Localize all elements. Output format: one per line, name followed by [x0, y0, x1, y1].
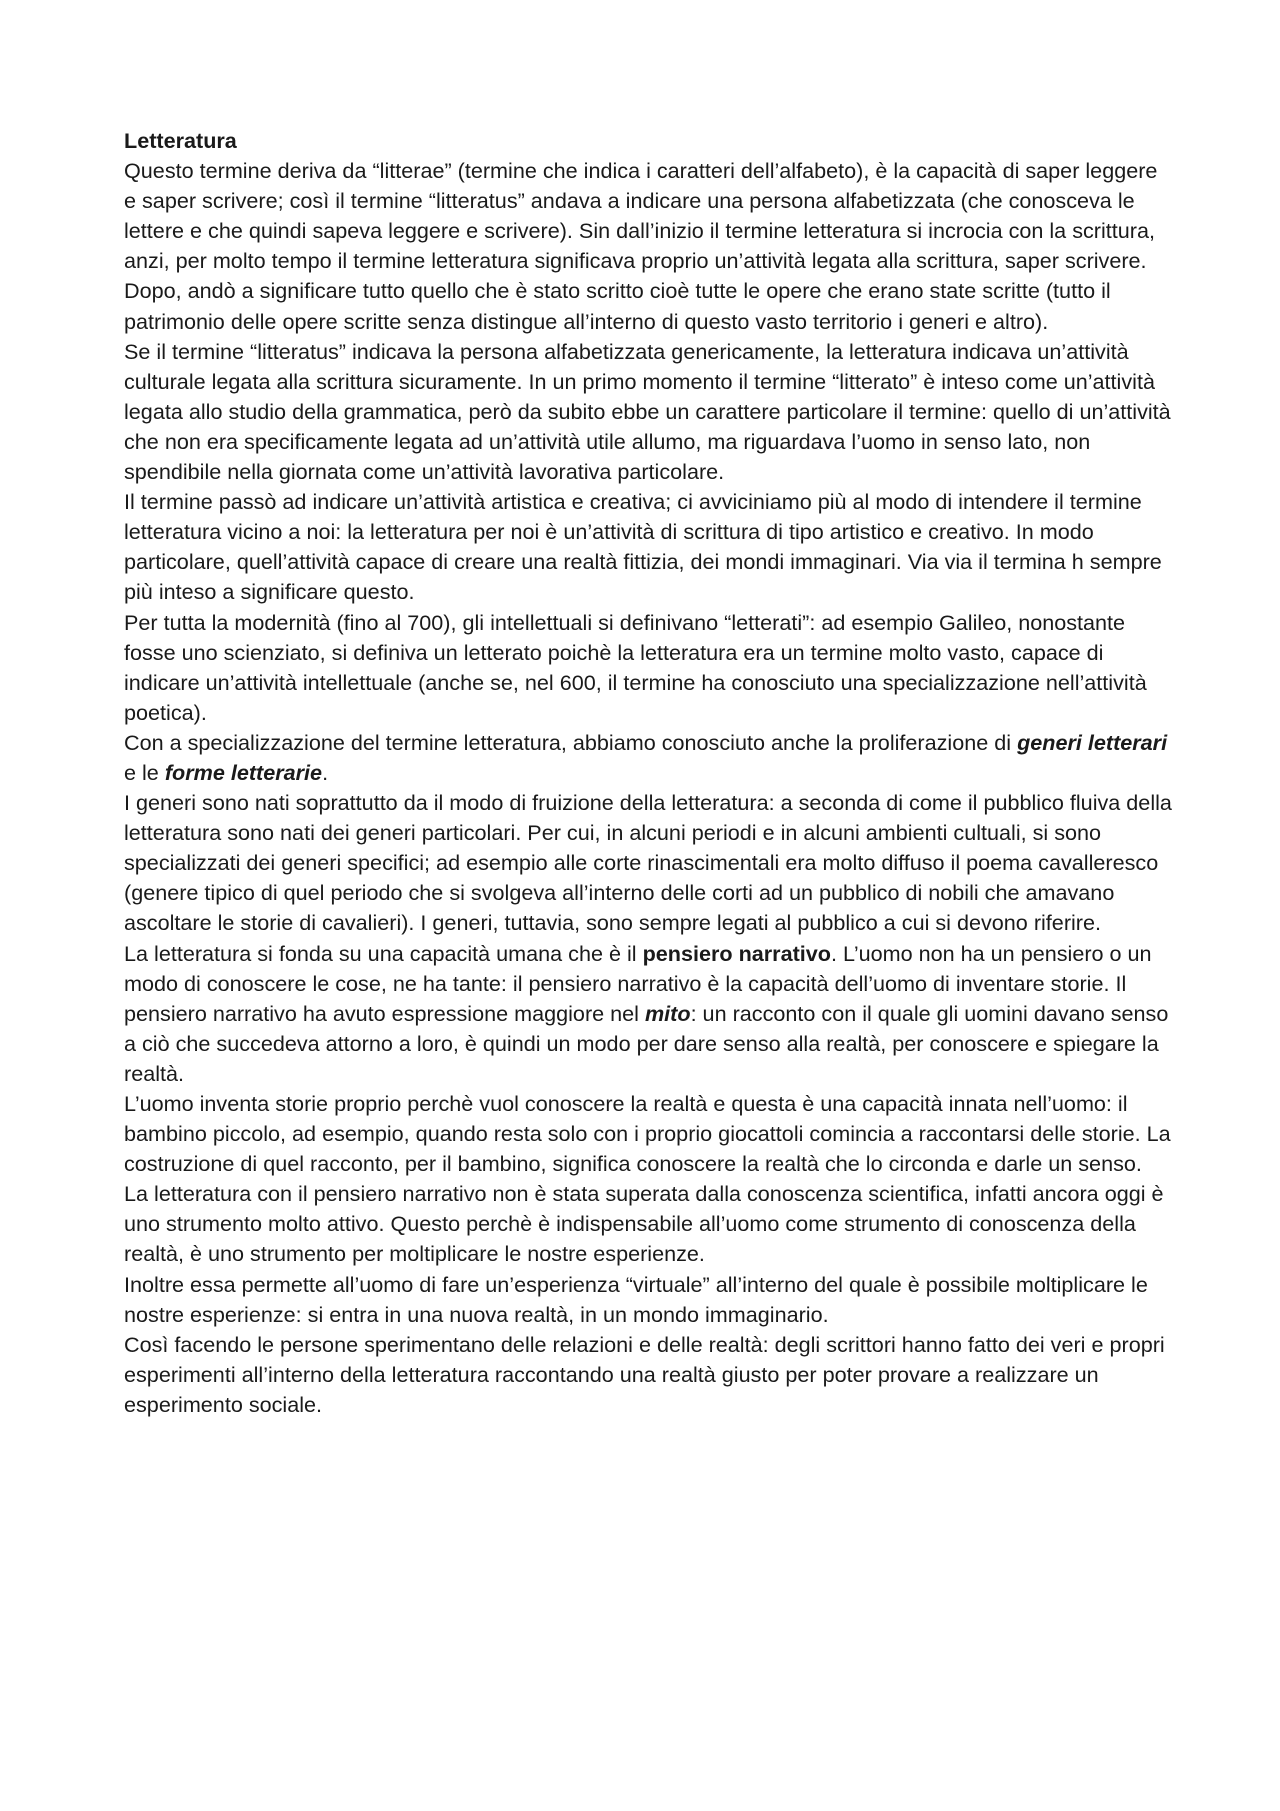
text-run: Con a specializzazione del termine letteratura, abbiamo conosciuto anche la proliferazione di — [124, 729, 1018, 755]
emphasis-pensiero-narrativo: pensiero narrativo — [642, 940, 831, 966]
paragraph: La letteratura con il pensiero narrativo non è stata superata dalla conoscenza scientifica, infatti ancora oggi è uno strumento molto attivo. Questo perchè è indispensabile all’uomo come strumento di conoscenza della realtà, è uno strumento per moltiplicare le nostre esperienze. — [124, 1181, 1164, 1267]
paragraph-genres-intro — [124, 728, 1174, 788]
paragraph: Se il termine “litteratus” indicava la persona alfabetizzata genericamente, la letteratura indicava un’attività culturale legata alla scrittura sicuramente. In un primo momento il termine “litterato” è inteso come un’attività legata allo studio della grammatica, però da subito ebbe un carattere particolare il termine: quello di un’attività che non era specificamente legata ad un’attività utile allumo, ma riguardava l’uomo in senso lato, non spendibile nella giornata come un’attività lavorativa particolare. — [124, 338, 1171, 485]
paragraph: I generi sono nati soprattutto da il modo di fruizione della letteratura: a seconda di come il pubblico fluiva della letteratura sono nati dei generi particolari. Per cui, in alcuni periodi e in alcuni ambienti cultuali, si sono specializzati dei generi specifici; ad esempio alle corte rinascimentali era molto diffuso il poema cavalleresco (genere tipico di quel periodo che si svolgeva all’interno delle corti ad un pubblico di nobili che amavano ascoltare le storie di cavalieri). I generi, tuttavia, sono sempre legati al pubblico a cui si devono riferire. — [124, 790, 1172, 936]
paragraph: Il termine passò ad indicare un’attività artistica e creativa; ci avviciniamo più al modo di intendere il termine letteratura vicino a noi: la letteratura per noi è un’attività di scrittura di tipo artistico e creativo. In modo particolare, quell’attività capace di creare una realtà fittizia, dei mondi immaginari. Via via il termina h sempre più inteso a significare questo. — [124, 489, 1162, 605]
emphasis-generi-letterari: generi letterari — [1017, 729, 1168, 755]
paragraph-pensiero-narrativo — [124, 939, 1174, 1089]
text-run: e le — [124, 759, 165, 785]
paragraph: L’uomo inventa storie proprio perchè vuol conoscere la realtà e questa è una capacità innata nell’uomo: il bambino piccolo, ad esempio, quando resta solo con i proprio giocattoli comincia a raccontarsi delle storie. La costruzione di quel racconto, per il bambino, significa conoscere la realtà che lo circonda e darle un senso. — [124, 1091, 1171, 1177]
paragraph: Questo termine deriva da “litterae” (termine che indica i caratteri dell’alfabeto), è la capacità di saper leggere e saper scrivere; così il termine “litteratus” andava a indicare una persona alfabetizzata (che conosceva le lettere e che quindi sapeva leggere e scrivere). Sin dall’inizio il termine letteratura si incrocia con la scrittura, anzi, per molto tempo il termine letteratura significava proprio un’attività legata alla scrittura, saper scrivere. Dopo, andò a significare tutto quello che è stato scritto cioè tutte le opere che erano state scritte (tutto il patrimonio delle opere scritte senza distingue all’interno di questo vasto territorio i generi e altro). — [124, 158, 1158, 334]
text-run: : un racconto con il quale gli uomini davano senso a ciò che succedeva attorno a loro, è quindi un modo per dare senso alla realtà, per conoscere e spiegare la realtà. — [124, 1000, 1169, 1086]
text-run: . — [322, 759, 329, 785]
paragraph: Inoltre essa permette all’uomo di fare un’esperienza “virtuale” all’interno del quale è possibile moltiplicare le nostre esperienze: si entra in una nuova realtà, in un mondo immaginario. — [124, 1271, 1148, 1327]
paragraph: Per tutta la modernità (fino al 700), gli intellettuali si definivano “letterati”: ad esempio Galileo, nonostante fosse uno scienziato, si definiva un letterato poichè la letteratura era un termine molto vasto, capace di indicare un’attività intellettuale (anche se, nel 600, il termine ha conosciuto una specializzazione nell’attività poetica). — [124, 609, 1147, 725]
emphasis-forme-letterarie: forme letterarie — [164, 759, 323, 785]
paragraph: Così facendo le persone sperimentano delle relazioni e delle realtà: degli scrittori hanno fatto dei veri e propri esperimenti all’interno della letteratura raccontando una realtà giusto per poter provare a realizzare un esperimento sociale. — [124, 1331, 1165, 1417]
text-run: La letteratura si fonda su una capacità umana che è il — [124, 940, 643, 966]
document-title: Letteratura — [124, 128, 237, 153]
emphasis-mito: mito — [644, 1000, 691, 1026]
text-run: . L’uomo non ha un pensiero o un modo di conoscere le cose, ne ha tante: il pensiero narrativo è la capacità dell’uomo di inventare storie. Il pensiero narrativo ha avuto espressione maggiore nel — [124, 940, 1152, 1026]
document-page — [124, 126, 1174, 1420]
